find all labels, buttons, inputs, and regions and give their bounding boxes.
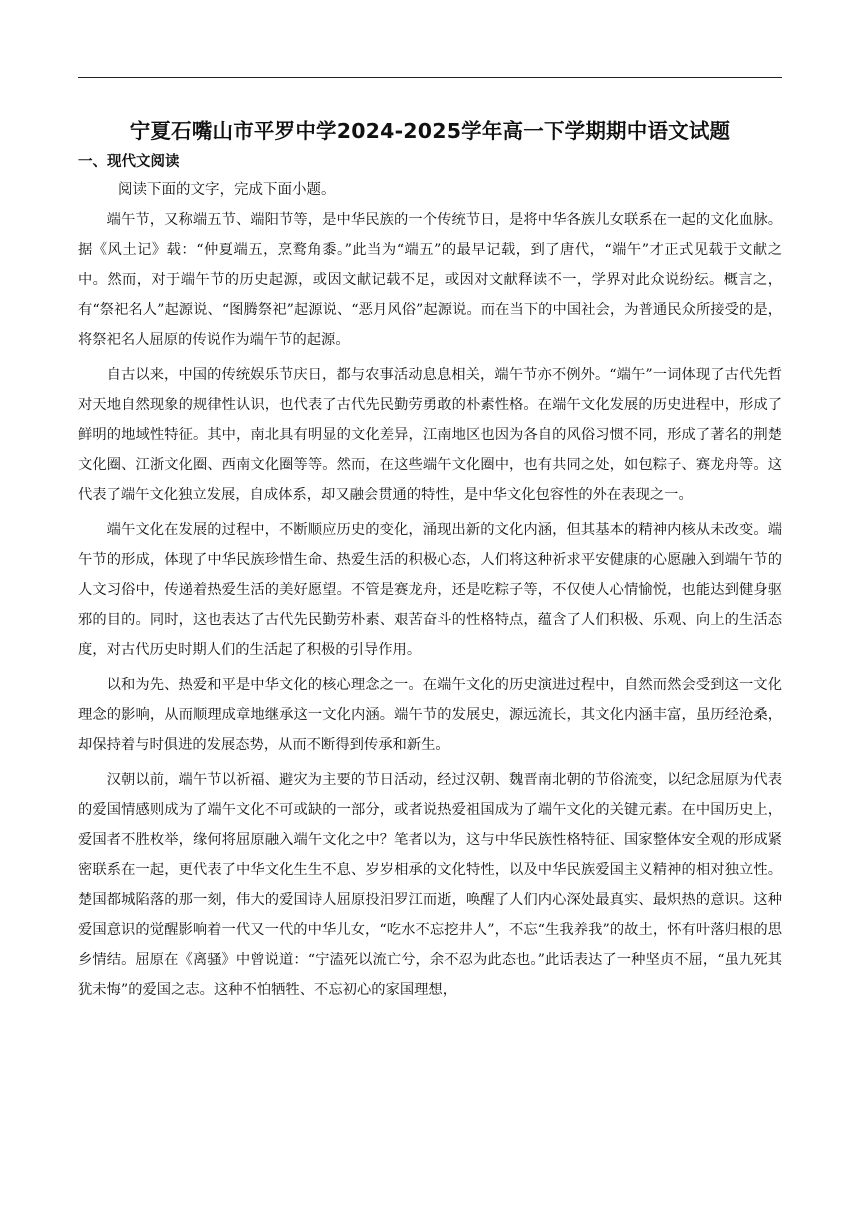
paragraph-3: 端午文化在发展的过程中，不断顺应历史的变化，涌现出新的文化内涵，但其基本的精神内核从未改变。端午节的形成，体现了中华民族珍惜生命、热爱生活的积极心态，人们将这种祈求平安健康的心愿融入到端午节的人文习俗中，传递着热爱生活的美好愿望。不管是赛龙舟，还是吃粽子等，不仅使人心情愉悦，也能达到健身驱邪的目的。同时，这也表达了古代先民勤劳朴素、艰苦奋斗的性格特点，蕴含了人们积极、乐观、向上的生活态度，对古代历史时期人们的生活起了积极的引导作用。 — [78, 522, 782, 658]
header-rule — [78, 77, 782, 78]
reading-instruction: 阅读下面的文字，完成下面小题。 — [118, 182, 336, 198]
paragraph-4: 以和为先、热爱和平是中华文化的核心理念之一。在端午文化的历史演进过程中，自然而然会受到这一文化理念的影响，从而顺理成章地继承这一文化内涵。端午节的发展史，源远流长，其文化内涵丰富，虽历经沧桑，却保持着与时俱进的发展态势，从而不断得到传承和新生。 — [78, 677, 782, 753]
paragraph-1: 端午节，又称端五节、端阳节等，是中华民族的一个传统节日，是将中华各族儿女联系在一起的文化血脉。据《风土记》载：“仲夏端五，烹鹜角黍。”此当为“端五”的最早记载，到了唐代，“端午”才正式见载于文献之中。然而，对于端午节的历史起源，或因文献记载不足，或因对文献释读不一，学界对此众说纷纭。概言之，有“祭祀名人”起源说、“图腾祭祀”起源说、“恶月风俗”起源说。而在当下的中国社会，为普通民众所接受的是，将祭祀名人屈原的传说作为端午节的起源。 — [78, 212, 782, 348]
paragraph-5: 汉朝以前，端午节以祈福、避灾为主要的节日活动，经过汉朝、魏晋南北朝的节俗流变，以纪念屈原为代表的爱国情感则成为了端午文化不可或缺的一部分，或者说热爱祖国成为了端午文化的关键元素。在中国历史上，爱国者不胜枚举，缘何将屈原融入端午文化之中？笔者以为，这与中华民族性格特征、国家整体安全观的形成紧密联系在一起，更代表了中华文化生生不息、岁岁相承的文化特性，以及中华民族爱国主义精神的相对独立性。楚国都城陷落的那一刻，伟大的爱国诗人屈原投汨罗江而逝，唤醒了人们内心深处最真实、最炽热的意识。这种爱国意识的觉醒影响着一代又一代的中华儿女，“吃水不忘挖井人”，不忘“生我养我”的故土，怀有叶落归根的思乡情结。屈原在《离骚》中曾说道：“宁溘死以流亡兮，余不忍为此态也。”此话表达了一种坚贞不屈，“虽九死其犹未悔”的爱国之志。这种不怕牺牲、不忘初心的家国理想， — [78, 772, 782, 998]
section-heading: 一、现代文阅读 — [78, 154, 180, 170]
paragraph-2: 自古以来，中国的传统娱乐节庆日，都与农事活动息息相关，端午节亦不例外。“端午”一词体现了古代先哲对天地自然现象的规律性认识，也代表了古代先民勤劳勇敢的朴素性格。在端午文化发展的历史进程中，形成了鲜明的地域性特征。其中，南北具有明显的文化差异，江南地区也因为各自的风俗习惯不同，形成了著名的荆楚文化圈、江浙文化圈、西南文化圈等等。然而，在这些端午文化圈中，也有共同之处，如包粽子、赛龙舟等。这代表了端午文化独立发展，自成体系，却又融会贯通的特性，是中华文化包容性的外在表现之一。 — [78, 367, 782, 503]
page-title: 宁夏石嘴山市平罗中学2024-2025学年高一下学期期中语文试题 — [129, 119, 731, 143]
reading-passage — [78, 205, 782, 1010]
